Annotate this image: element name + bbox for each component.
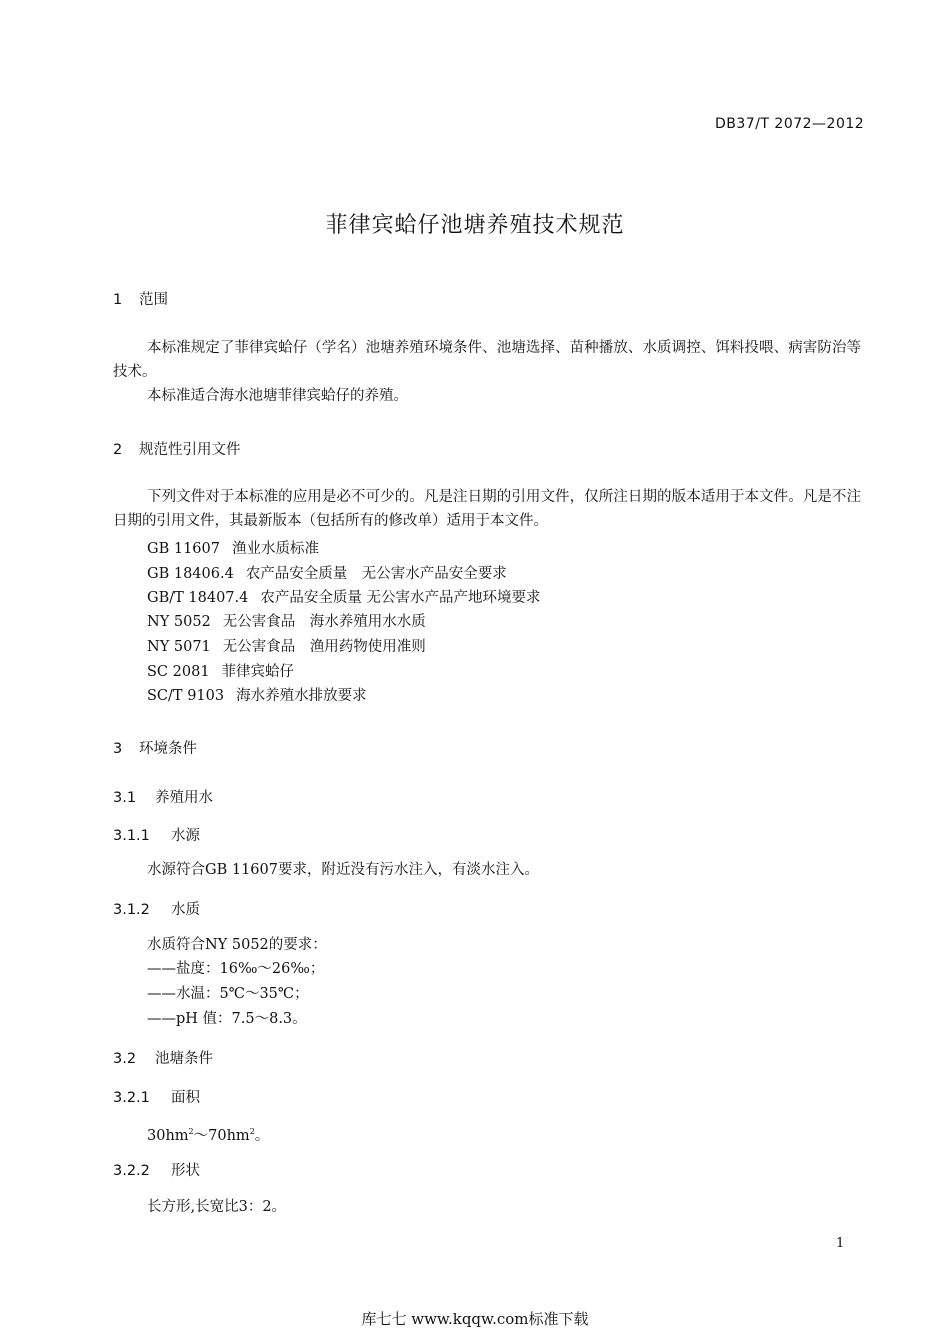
- reference-name: 渔业水质标准: [231, 541, 319, 557]
- section-number: 2: [113, 442, 123, 458]
- reference-item: [147, 684, 367, 705]
- area-min: 30hm: [147, 1127, 189, 1144]
- reference-item: [147, 537, 319, 558]
- section-title: 环境条件: [139, 741, 197, 757]
- section-2-heading: [113, 438, 241, 459]
- reference-item: [147, 610, 426, 631]
- reference-code: NY 5071: [147, 639, 211, 655]
- reference-name: 海水养殖水排放要求: [236, 688, 367, 704]
- reference-name: 无公害食品 海水养殖用水水质: [222, 614, 426, 630]
- section-title: 形状: [171, 1163, 200, 1179]
- section-1-paragraph-1: 本标准规定了菲律宾蛤仔（学名）池塘养殖环境条件、池塘选择、苗种播放、水质调控、饵料投喂、病害防治等技术。: [113, 340, 861, 380]
- standard-number: DB37/T 2072—2012: [715, 116, 865, 132]
- section-3-1-heading: [113, 786, 213, 807]
- reference-code: NY 5052: [147, 614, 211, 630]
- area-max: ～70hm: [193, 1127, 250, 1144]
- reference-item: [147, 586, 540, 607]
- reference-item: [147, 562, 507, 583]
- reference-name: 无公害食品 渔用药物使用准则: [222, 639, 426, 655]
- punctuation: 。: [254, 1127, 270, 1144]
- section-3-1-1-heading: [113, 824, 200, 845]
- superscript: 2: [188, 1127, 194, 1136]
- reference-code: GB 18406.4: [147, 566, 234, 582]
- section-title: 水质: [171, 902, 200, 918]
- section-3-1-2-heading: [113, 898, 200, 919]
- section-3-2-1-text: [147, 1120, 269, 1148]
- document-title: 菲律宾蛤仔池塘养殖技术规范: [325, 213, 625, 238]
- reference-name: 农产品安全质量 无公害水产品产地环境要求: [260, 590, 541, 606]
- section-number: 3.1.2: [113, 902, 150, 918]
- section-number: 3.1: [113, 790, 137, 806]
- section-title: 面积: [171, 1090, 200, 1106]
- reference-code: GB/T 18407.4: [147, 590, 249, 606]
- section-title: 范围: [139, 292, 168, 308]
- reference-name: 菲律宾蛤仔: [221, 664, 295, 680]
- list-item: ——pH 值：7.5～8.3。: [147, 1011, 307, 1027]
- section-3-2-2-text: 长方形,长宽比3：2。: [147, 1199, 287, 1215]
- reference-code: SC/T 9103: [147, 688, 225, 704]
- section-title: 池塘条件: [155, 1051, 213, 1067]
- reference-item: [147, 660, 294, 681]
- section-2-paragraph-1: 下列文件对于本标准的应用是必不可少的。凡是注日期的引用文件，仅所注日期的版本适用于本文件。凡是不注日期的引用文件，其最新版本（包括所有的修改单）适用于本文件。: [113, 489, 861, 529]
- reference-code: SC 2081: [147, 664, 210, 680]
- section-3-1-2-text: 水质符合NY 5052的要求：: [147, 937, 327, 953]
- section-title: 规范性引用文件: [139, 442, 241, 458]
- section-3-1-1-text: 水源符合GB 11607要求，附近没有污水注入，有淡水注入。: [147, 862, 539, 878]
- list-item: ——水温：5℃～35℃；: [147, 986, 309, 1002]
- reference-item: [147, 635, 426, 656]
- section-3-2-heading: [113, 1047, 213, 1068]
- reference-name: 农产品安全质量 无公害水产品安全要求: [245, 566, 507, 582]
- page-number: 1: [836, 1236, 845, 1251]
- section-1-heading: [113, 288, 168, 309]
- section-number: 1: [113, 292, 123, 308]
- section-3-2-1-heading: [113, 1086, 200, 1107]
- superscript: 2: [249, 1127, 255, 1136]
- section-title: 养殖用水: [155, 790, 213, 806]
- section-title: 水源: [171, 828, 200, 844]
- section-number: 3: [113, 741, 123, 757]
- section-number: 3.2.1: [113, 1090, 150, 1106]
- section-1-paragraph-2: 本标准适合海水池塘菲律宾蛤仔的养殖。: [147, 388, 408, 404]
- section-3-heading: [113, 737, 197, 758]
- section-number: 3.2: [113, 1051, 137, 1067]
- reference-code: GB 11607: [147, 541, 220, 557]
- list-item: ——盐度：16‰～26‰；: [147, 961, 325, 977]
- section-number: 3.1.1: [113, 828, 150, 844]
- section-number: 3.2.2: [113, 1163, 150, 1179]
- section-3-2-2-heading: [113, 1159, 200, 1180]
- footer-watermark: 库七七 www.kqqw.com标准下载: [361, 1310, 589, 1328]
